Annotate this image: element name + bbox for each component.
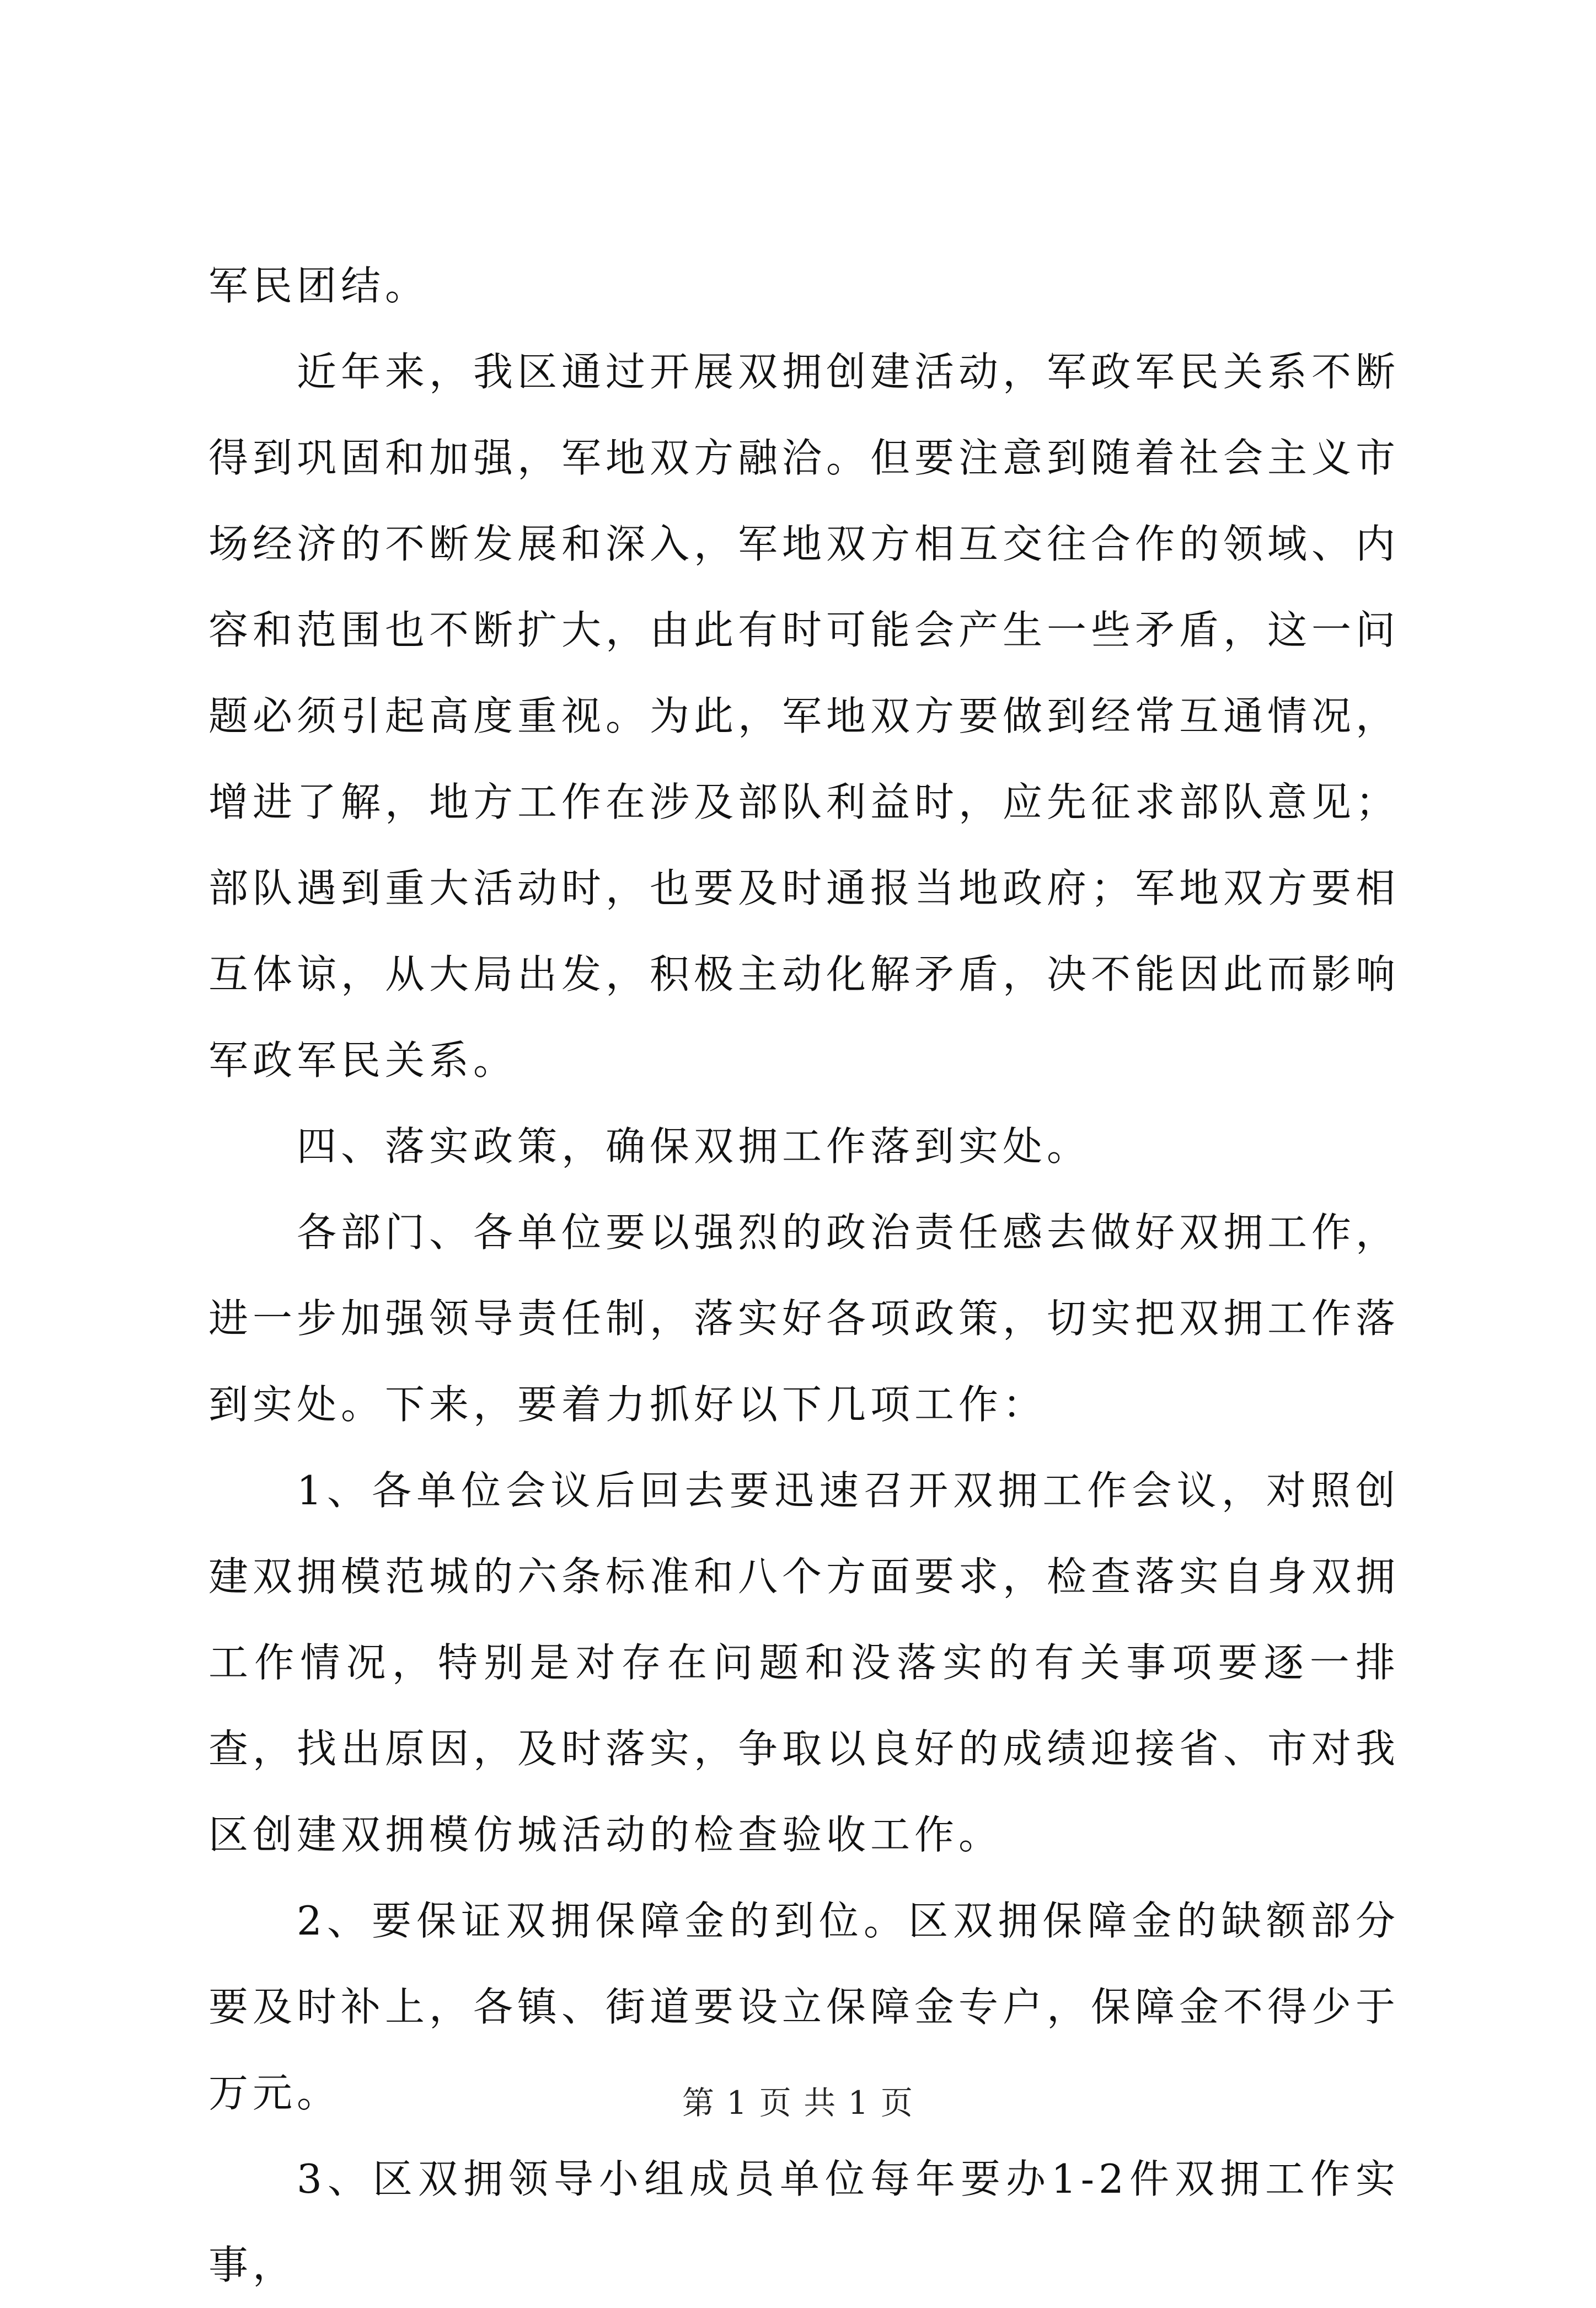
section-heading-implement-policies: 四、落实政策，确保双拥工作落到实处。	[297, 1123, 1091, 1169]
paragraph-continuation: 军民团结。	[208, 263, 430, 309]
document-body	[208, 243, 1400, 2308]
list-item-3: 3、区双拥领导小组成员单位每年要办1-2件双拥工作实事，	[208, 2156, 1400, 2288]
list-item-2: 2、要保证双拥保障金的到位。区双拥保障金的缺额部分要及时补上，各镇、街道要设立保障金专户，保障金不得少于万元。	[208, 1898, 1400, 2116]
page-number-footer: 第 1 页 共 1 页	[682, 2084, 914, 2122]
paragraph-military-civil-relations: 近年来，我区通过开展双拥创建活动，军政军民关系不断得到巩固和加强，军地双方融洽。但要注意到随着社会主义市场经济的不断发展和深入，军地双方相互交往合作的领域、内容和范围也不断扩大，由此有时可能会产生一些矛盾，这一问题必须引起高度重视。为此，军地双方要做到经常互通情况，增进了解，地方工作在涉及部队利益时，应先征求部队意见；部队遇到重大活动时，也要及时通报当地政府；军地双方要相互体谅，从大局出发，积极主动化解矛盾，决不能因此而影响军政军民关系。	[208, 349, 1400, 1083]
paragraph-departments-responsibility: 各部门、各单位要以强烈的政治责任感去做好双拥工作，进一步加强领导责任制，落实好各项政策，切实把双拥工作落到实处。下来，要着力抓好以下几项工作：	[208, 1209, 1400, 1428]
list-item-1: 1、各单位会议后回去要迅速召开双拥工作会议，对照创建双拥模范城的六条标准和八个方面要求，检查落实自身双拥工作情况，特别是对存在问题和没落实的有关事项要逐一排查，找出原因，及时落实，争取以良好的成绩迎接省、市对我区创建双拥模仿城活动的检查验收工作。	[208, 1467, 1400, 1858]
